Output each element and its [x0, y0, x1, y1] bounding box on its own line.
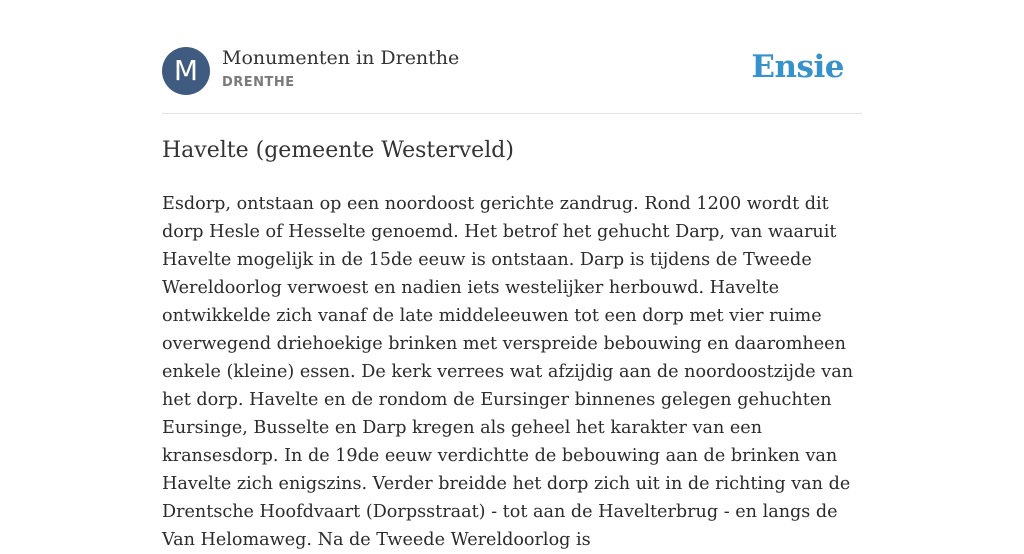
header-divider [162, 113, 862, 114]
source-header [162, 46, 862, 96]
article-body: Esdorp, ontstaan op een noordoost gerichte zandrug. Rond 1200 wordt dit dorp Hesle of Hesselte genoemd. Het betrof het gehucht Darp, van waaruit Havelte mogelijk in de 15de eeuw is ontstaan. Darp is tijdens de Tweede Wereldoorlog verwoest en nadien iets westelijker herbouwd. Havelte ontwikkelde zich vanaf de late middeleeuwen tot een dorp met vier ruime overwegend driehoekige brinken met verspreide bebouwing en daaromheen enkele (kleine) essen. De kerk verrees wat afzijdig aan de noordoostzijde van het dorp. Havelte en de rondom de Eursinger binnenes gelegen gehuchten Eursinge, Busselte en Darp kregen als geheel het karakter van een kransesdorp. In de 19de eeuw verdichtte de bebouwing aan de brinken van Havelte zich enigszins. Verder breidde het dorp zich uit in de richting van de Drentsche Hoofdvaart (Dorpsstraat) - tot aan de Havelterbrug - en langs de Van Helomaweg. Na de Tweede Wereldoorlog is [162, 194, 854, 550]
avatar[interactable]: M [162, 47, 210, 95]
source-title[interactable]: Monumenten in Drenthe [222, 47, 460, 69]
ensie-logo[interactable]: Ensie [751, 49, 844, 85]
article-card [162, 0, 862, 550]
source-category[interactable]: DRENTHE [222, 75, 295, 90]
article-heading: Havelte (gemeente Westerveld) [162, 138, 514, 163]
